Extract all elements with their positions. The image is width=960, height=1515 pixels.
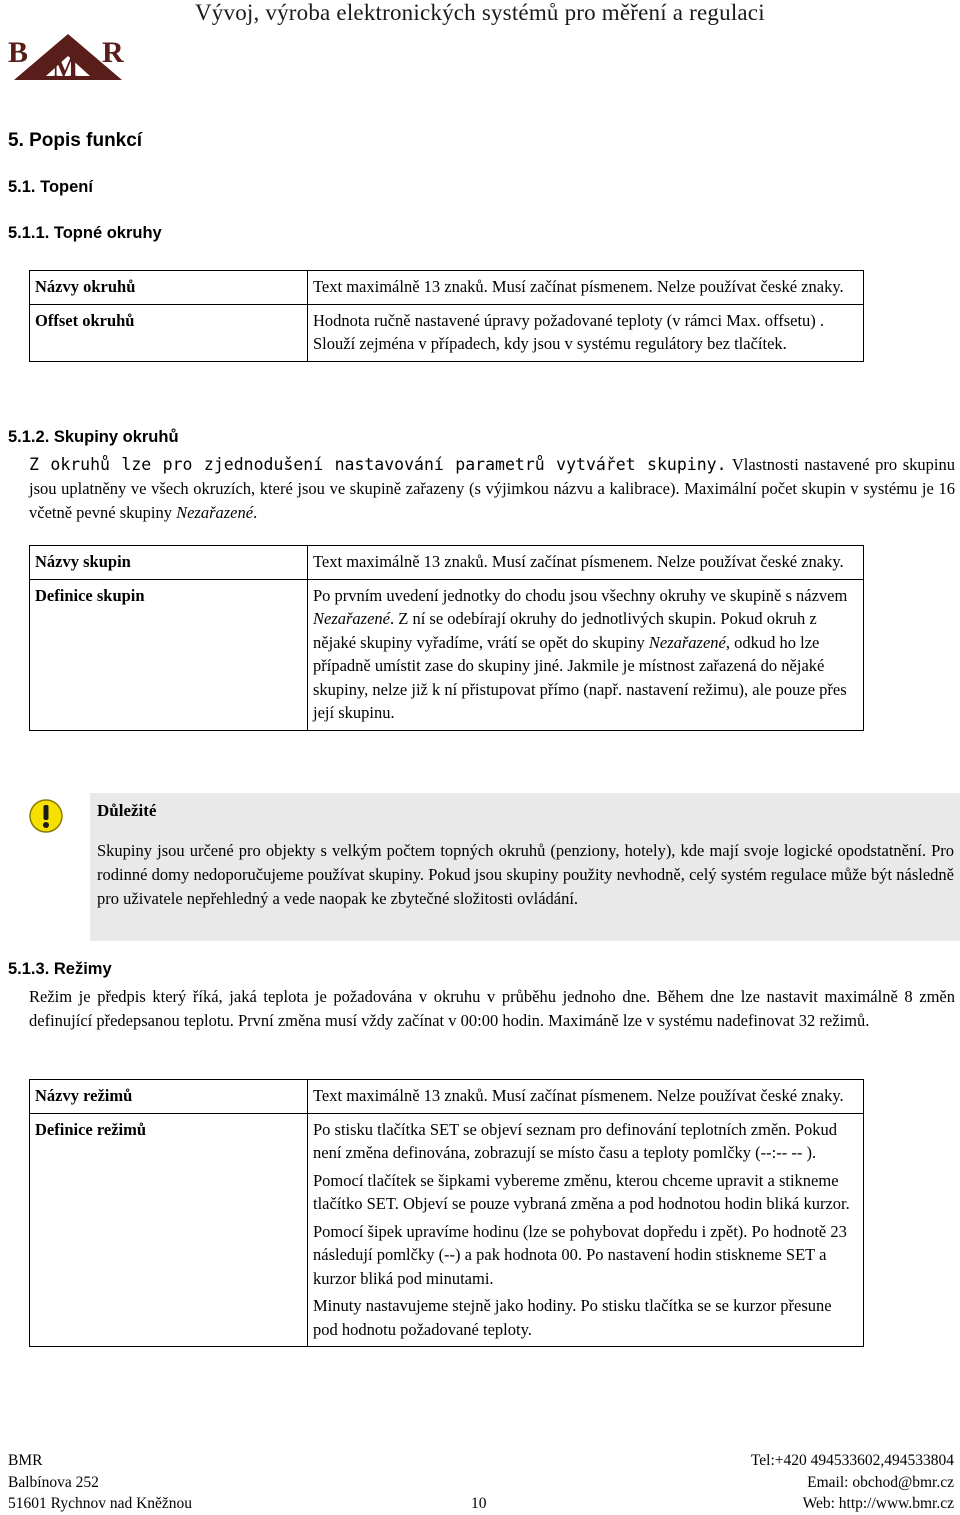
- svg-text:M: M: [52, 53, 79, 82]
- table-row: [30, 1080, 864, 1114]
- groups-table: [29, 545, 864, 731]
- groups-intro-text: Vlastnosti nastavené pro skupinu jsou uplatněny ve všech okruzích, které jsou ve skupině zařazeny (s výjimkou názvu a kalibrace). Maximální počet skupin v systému je 16 včetně pevné skupiny: [29, 455, 955, 522]
- definition-italic: Nezařazené: [648, 632, 726, 652]
- table-row: [30, 546, 864, 580]
- groups-intro-mono: Z okruhů lze pro zjednodušení nastavování parametrů vytvářet skupiny.: [29, 455, 727, 474]
- table-value: Hodnota ručně nastavené úpravy požadované teploty (v rámci Max. offsetu) . Slouží zejména v případech, kdy jsou v systému regulátory bez tlačítek.: [308, 304, 864, 361]
- footer-city: 51601 Rychnov nad Kněžnou: [8, 1495, 193, 1512]
- definition-paragraph: Pomocí šipek upravíme hodinu (lze se pohybovat dopředu i zpět). Po hodnotě 23 následují pomlčky (--) a pak hodnota 00. Po nastavení hodin stiskneme SET a kurzor bliká pod minutami.: [313, 1221, 847, 1288]
- footer-company: BMR: [8, 1452, 43, 1469]
- table-key: Názvy skupin: [30, 546, 308, 580]
- definition-paragraph: Minuty nastavujeme stejně jako hodiny. Po stisku tlačítka se se kurzor přesune pod hodnotu požadované teploty.: [313, 1296, 832, 1339]
- table-key: Názvy režimů: [30, 1080, 308, 1114]
- section-5-1-2-heading: 5.1.2. Skupiny okruhů: [8, 428, 179, 446]
- groups-intro-end: .: [253, 503, 258, 522]
- table-key: Offset okruhů: [30, 304, 308, 361]
- table-value: Text maximálně 13 znaků. Musí začínat písmenem. Nelze používat české znaky.: [308, 271, 864, 305]
- table-value: [308, 579, 864, 730]
- definition-paragraph: Pomocí tlačítek se šipkami vybereme změnu, kterou chceme upravit a stikneme tlačítko SET. Objeví se pouze vybraná změna a pod hodnotou hodin bliká kurzor.: [313, 1170, 850, 1213]
- section-5-1-3-heading: 5.1.3. Režimy: [8, 960, 112, 978]
- footer-street: Balbínova 252: [8, 1474, 99, 1491]
- warning-icon: [28, 798, 64, 834]
- modes-intro-paragraph: Režim je předpis který říká, jaká teplota je požadována v okruhu v průběhu jednoho dne. Během dne lze nastavit maximálně 8 změn definující předepsanou teplotu. První změna musí vždy začínat v 00:00 hodin. Maximáně lze v systému nadefinovat 32 režimů.: [29, 987, 955, 1030]
- groups-intro-italic: Nezařazené: [176, 503, 254, 522]
- section-5-1-heading: 5.1. Topení: [8, 178, 93, 196]
- table-row: [30, 1113, 864, 1347]
- bmr-logo: [6, 30, 132, 82]
- footer-email[interactable]: Email: obchod@bmr.cz: [807, 1474, 954, 1491]
- definition-text: , odkud ho lze případně umístit zase do skupiny jiné. Jakmile je místnost zařazená do nějaké skupiny, nelze již k ní přistupovat přímo (např. nastavení režimu), ale pouze přes její skupinu.: [313, 632, 847, 722]
- table-key: Definice režimů: [30, 1113, 308, 1347]
- table-row: [30, 579, 864, 730]
- table-row: [30, 271, 864, 305]
- footer-tel: Tel:+420 494533602,494533804: [750, 1452, 954, 1469]
- page-number: 10: [471, 1495, 487, 1512]
- table-value: [308, 1113, 864, 1347]
- modes-table: [29, 1079, 864, 1347]
- table-row: [30, 304, 864, 361]
- header-title: Vývoj, výroba elektronických systémů pro měření a regulaci: [195, 0, 765, 25]
- table-key: Názvy okruhů: [30, 271, 308, 305]
- svg-text:B: B: [8, 36, 29, 69]
- important-text: Skupiny jsou určené pro objekty s velkým počtem topných okruhů (penziony, hotely), kde mají svoje logické opodstatnění. Pro rodinné domy nedoporučujeme používat skupiny. Pokud jsou skupiny použity nevhodně, celý systém regulace může být následně pro uživatele nepřehledný a vede naopak ke zbytečné složitosti ovládání.: [97, 841, 954, 908]
- definition-text: Po prvním uvedení jednotky do chodu jsou všechny okruhy ve skupině s názvem: [313, 585, 848, 605]
- footer-web[interactable]: Web: http://www.bmr.cz: [802, 1495, 954, 1512]
- groups-intro-paragraph: [29, 453, 955, 525]
- definition-text: . Z ní se odebírají okruhy do jednotlivých skupin. Pokud okruh z nějaké skupiny vyřadíme, vrátí se opět do skupiny: [313, 609, 817, 652]
- table-value: Text maximálně 13 znaků. Musí začínat písmenem. Nelze používat české znaky.: [308, 546, 864, 580]
- svg-text:R: R: [102, 36, 124, 69]
- table-value: Text maximálně 13 znaků. Musí začínat písmenem. Nelze používat české znaky.: [308, 1080, 864, 1114]
- section-5-heading: 5. Popis funkcí: [8, 130, 143, 151]
- definition-italic: Nezařazené: [313, 609, 390, 628]
- circuits-table: [29, 270, 864, 362]
- important-title: Důležité: [97, 801, 157, 820]
- definition-paragraph: Po stisku tlačítka SET se objeví seznam pro definování teplotních změn. Pokud není změna definována, zobrazují se místo času a teploty pomlčky (--:-- -- ).: [313, 1119, 837, 1162]
- table-key: Definice skupin: [30, 579, 308, 730]
- section-5-1-1-heading: 5.1.1. Topné okruhy: [8, 224, 162, 242]
